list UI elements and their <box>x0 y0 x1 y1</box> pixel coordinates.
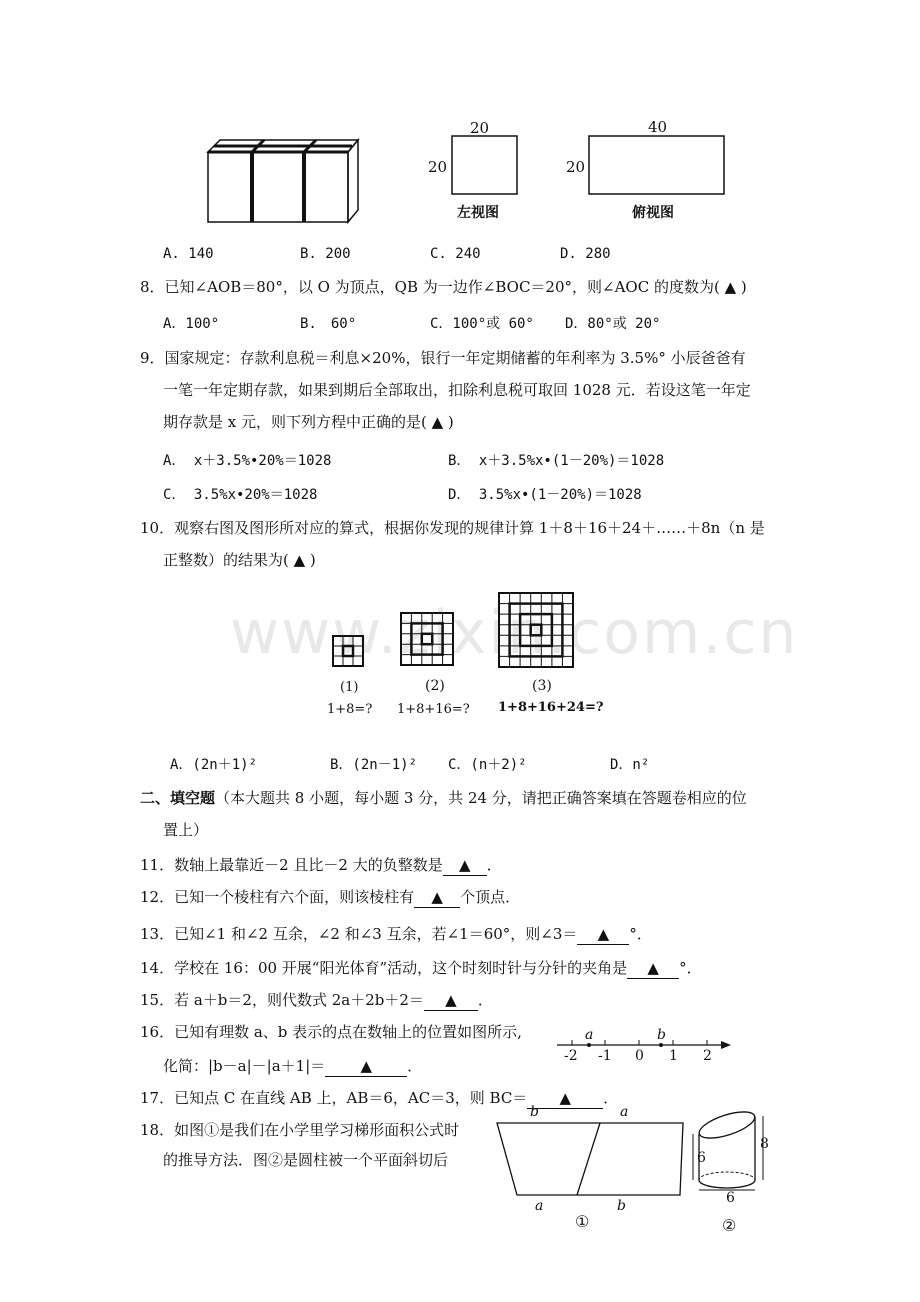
q13-end: °． <box>629 925 652 943</box>
axis-point-a: a <box>585 1027 594 1043</box>
q8-text: 8．已知∠AOB＝80°，以 O 为顶点，QB 为一边作∠BOC＝20°，则∠AOC 的度数为( ▲ ) <box>140 278 747 296</box>
q16-line-1: 16．已知有理数 a、b 表示的点在数轴上的位置如图所示, <box>140 1023 522 1041</box>
q10-option-b: B．(2n－1)² <box>330 757 418 773</box>
q9-option-d: D． 3.5%x•(1－20%)＝1028 <box>448 487 642 503</box>
cyl-label-left: 6 <box>697 1150 706 1166</box>
q8-option-b: B. 60° <box>300 316 357 332</box>
q14-end: °． <box>679 959 702 977</box>
q15-blank: ▲ <box>424 990 478 1011</box>
q9-option-a: A． x＋3.5%•20%＝1028 <box>163 453 332 469</box>
q12-text: 12．已知一个棱柱有六个面，则该棱柱有 <box>140 888 415 906</box>
section2-title: 二、填空题 <box>140 789 216 807</box>
axis-tick-neg2: -2 <box>564 1048 578 1064</box>
q17-end: ． <box>603 1089 619 1107</box>
axis-tick-neg1: -1 <box>598 1048 612 1064</box>
q8-option-a: A．100° <box>163 316 220 332</box>
trap-label-bottom-right: b <box>617 1198 626 1214</box>
section2-desc-1: （本大题共 8 小题，每小题 3 分，共 24 分，请把正确答案填在答题卷相应的位 <box>215 789 747 807</box>
q13 <box>140 924 652 945</box>
q18-line-2: 的推导方法．图②是圆柱被一个平面斜切后 <box>163 1151 449 1169</box>
axis-tick-1: 1 <box>669 1048 678 1064</box>
q11-blank: ▲ <box>443 855 487 876</box>
q10-line-2: 正整数）的结果为( ▲ ) <box>163 551 316 569</box>
fig-label-2: (2) <box>425 678 445 694</box>
trapezoid-figure <box>495 1115 690 1200</box>
axis-point-b: b <box>657 1027 666 1043</box>
q12-end: 个顶点． <box>460 888 521 906</box>
cuboid-figure <box>200 130 360 230</box>
fig-formula-3: 1+8+16+24=? <box>498 700 604 715</box>
left-view-rect <box>451 135 519 197</box>
q15-text: 15．若 a＋b＝2，则代数式 2a＋2b＋2＝ <box>140 991 424 1009</box>
q17 <box>140 1088 618 1109</box>
q17-blank: ▲ <box>527 1088 603 1109</box>
cyl-label-right: 8 <box>760 1136 769 1152</box>
q13-text: 13．已知∠1 和∠2 互余，∠2 和∠3 互余，若∠1＝60°，则∠3＝ <box>140 925 578 943</box>
axis-tick-2: 2 <box>703 1048 712 1064</box>
top-view-top-label: 40 <box>648 118 668 136</box>
q14-text: 14．学校在 16：00 开展“阳光体育”活动，这个时刻时针与分针的夹角是 <box>140 959 628 977</box>
watermark: www.zixin.com.cn <box>230 598 799 668</box>
trap-label-top-left: b <box>530 1104 539 1120</box>
q9-line-3: 期存款是 x 元，则下列方程中正确的是( ▲ ) <box>163 413 454 431</box>
left-view-caption: 左视图 <box>457 205 499 221</box>
q14 <box>140 958 702 979</box>
q9-option-b: B． x＋3.5%x•(1－20%)＝1028 <box>448 453 665 469</box>
q13-blank: ▲ <box>577 924 629 945</box>
trap-label-top-right: a <box>620 1104 629 1120</box>
q8-option-d: D．80°或 20° <box>565 316 661 332</box>
fig-formula-1: 1+8=? <box>327 702 373 717</box>
fig-label-1: (1) <box>340 680 359 695</box>
q8-option-c: C．100°或 60° <box>430 316 534 332</box>
q7-option-c: C. 240 <box>430 246 481 262</box>
q11-end: ． <box>486 856 502 874</box>
axis-tick-0: 0 <box>635 1048 644 1064</box>
q7-option-a: A. 140 <box>163 246 214 262</box>
q16-line-2 <box>163 1056 422 1077</box>
q7-option-d: D. 280 <box>560 246 611 262</box>
q12-blank: ▲ <box>414 887 460 908</box>
grid-figure-1 <box>332 635 364 667</box>
q12 <box>140 887 520 908</box>
cyl-label-bottom: 6 <box>726 1190 735 1206</box>
top-view-rect <box>588 135 726 197</box>
q9-line-2: 一笔一年定期存款，如果到期后全部取出，扣除利息税可取回 1028 元．若设这笔一年定 <box>163 381 751 399</box>
q9-option-c: C． 3.5%x•20%＝1028 <box>163 487 318 503</box>
q14-blank: ▲ <box>627 958 679 979</box>
q15 <box>140 990 493 1011</box>
q11 <box>140 855 502 876</box>
section2-heading <box>140 788 747 808</box>
q10-line-1: 10．观察右图及图形所对应的算式，根据你发现的规律计算 1＋8＋16＋24＋……＋8n（n 是 <box>140 519 765 537</box>
left-view-side-label: 20 <box>428 158 448 176</box>
q18-line-1: 18．如图①是我们在小学里学习梯形面积公式时 <box>140 1121 460 1139</box>
section2-desc-2: 置上） <box>163 821 209 839</box>
q16-end: ． <box>407 1057 423 1075</box>
q15-end: ． <box>477 991 493 1009</box>
q16-blank: ▲ <box>325 1056 407 1077</box>
fig-formula-2: 1+8+16=? <box>397 702 470 717</box>
left-view-top-label: 20 <box>470 119 490 137</box>
q10-option-c: C．(n＋2)² <box>448 757 527 773</box>
q9-line-1: 9．国家规定：存款利息税＝利息×20%，银行一年定期储蓄的年利率为 3.5%° 小辰爸爸有 <box>140 349 746 367</box>
q10-option-a: A．(2n＋1)² <box>170 757 258 773</box>
cyl-caption: ② <box>722 1216 737 1235</box>
top-view-side-label: 20 <box>566 158 586 176</box>
trap-caption: ① <box>575 1212 590 1231</box>
q10-option-d: D．n² <box>610 757 650 773</box>
top-view-caption: 俯视图 <box>632 205 674 221</box>
trap-label-bottom-left: a <box>535 1198 544 1214</box>
grid-figure-3 <box>498 592 574 668</box>
grid-figure-2 <box>400 612 455 667</box>
fig-label-3: (3) <box>532 678 552 694</box>
q11-text: 11．数轴上最靠近－2 且比－2 大的负整数是 <box>140 856 443 874</box>
q16-text: 化简：|b－a|－|a＋1|＝ <box>163 1057 326 1075</box>
q7-option-b: B. 200 <box>300 246 351 262</box>
q17-text: 17．已知点 C 在直线 AB 上，AB＝6，AC＝3，则 BC＝ <box>140 1089 528 1107</box>
